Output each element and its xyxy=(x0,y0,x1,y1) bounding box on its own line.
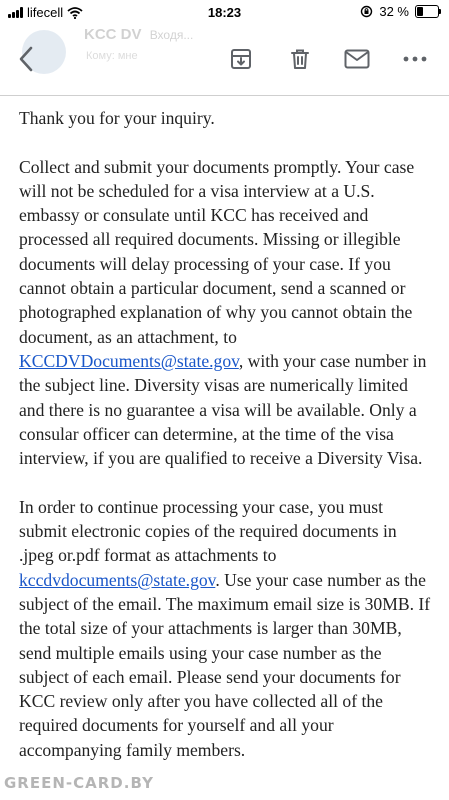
submission-paragraph: In order to continue processing your case, you must submit electronic copies of the required documents in .jpeg or.pdf format as attachments to kccdvdocuments@state.gov. Use your case number as the subject of the email. The maximum email size is 30MB. If the total size of your attachments is larger than 30MB, send multiple emails using your case number as the subject of each email. Please send your documents for KCC review only after you have collected all of the required documents for yourself and all your accompanying family members. xyxy=(19,496,431,760)
status-right xyxy=(360,4,439,19)
instructions-paragraph: Collect and submit your documents promptly. Your case will not be scheduled for a visa interview at a U.S. embassy or consulate until KCC has received and processed all required documents. Missing or illegible documents will delay processing of your case. If you cannot obtain a particular document, send a scanned or photographed explanation of why you cannot obtain the document, as an attachment, to KCCDVDocuments@state.gov, with your case number in the subject line. Diversity visas are numerically limited and there is no guarantee a visa will be available. Only a consular officer can determine, at the time of the visa interview, if you are qualified to receive a Diversity Visa. xyxy=(19,156,427,469)
watermark: GREEN-CARD.BY xyxy=(4,774,154,792)
message-toolbar xyxy=(0,24,449,96)
archive-icon xyxy=(230,48,252,70)
more-horizontal-icon xyxy=(403,56,427,62)
battery-level xyxy=(417,7,423,16)
back-button[interactable] xyxy=(9,42,43,76)
archive-button[interactable] xyxy=(224,42,258,76)
chevron-left-icon xyxy=(16,45,36,73)
clock: 18:23 xyxy=(207,5,242,20)
greeting-paragraph: Thank you for your inquiry. xyxy=(19,108,215,128)
mark-unread-button[interactable] xyxy=(340,42,374,76)
trash-icon xyxy=(290,48,310,70)
documents-email-link[interactable]: KCCDVDocuments@state.gov xyxy=(19,350,239,371)
battery-percent: 32 % xyxy=(379,4,409,19)
submission-email-link[interactable]: kccdvdocuments@state.gov xyxy=(19,569,216,590)
envelope-icon xyxy=(344,49,370,69)
orientation-lock-icon xyxy=(360,5,373,18)
toolbar-divider xyxy=(0,95,449,96)
delete-button[interactable] xyxy=(283,42,317,76)
carrier-name: lifecell xyxy=(27,5,64,20)
more-button[interactable] xyxy=(398,42,432,76)
battery-icon xyxy=(415,5,439,18)
sender-name: KCC DV Входя... xyxy=(84,26,194,43)
recipient-line: Кому: мне xyxy=(86,50,138,62)
status-bar xyxy=(0,0,449,24)
message-body xyxy=(19,106,431,786)
inbox-label: Входя... xyxy=(149,28,194,42)
